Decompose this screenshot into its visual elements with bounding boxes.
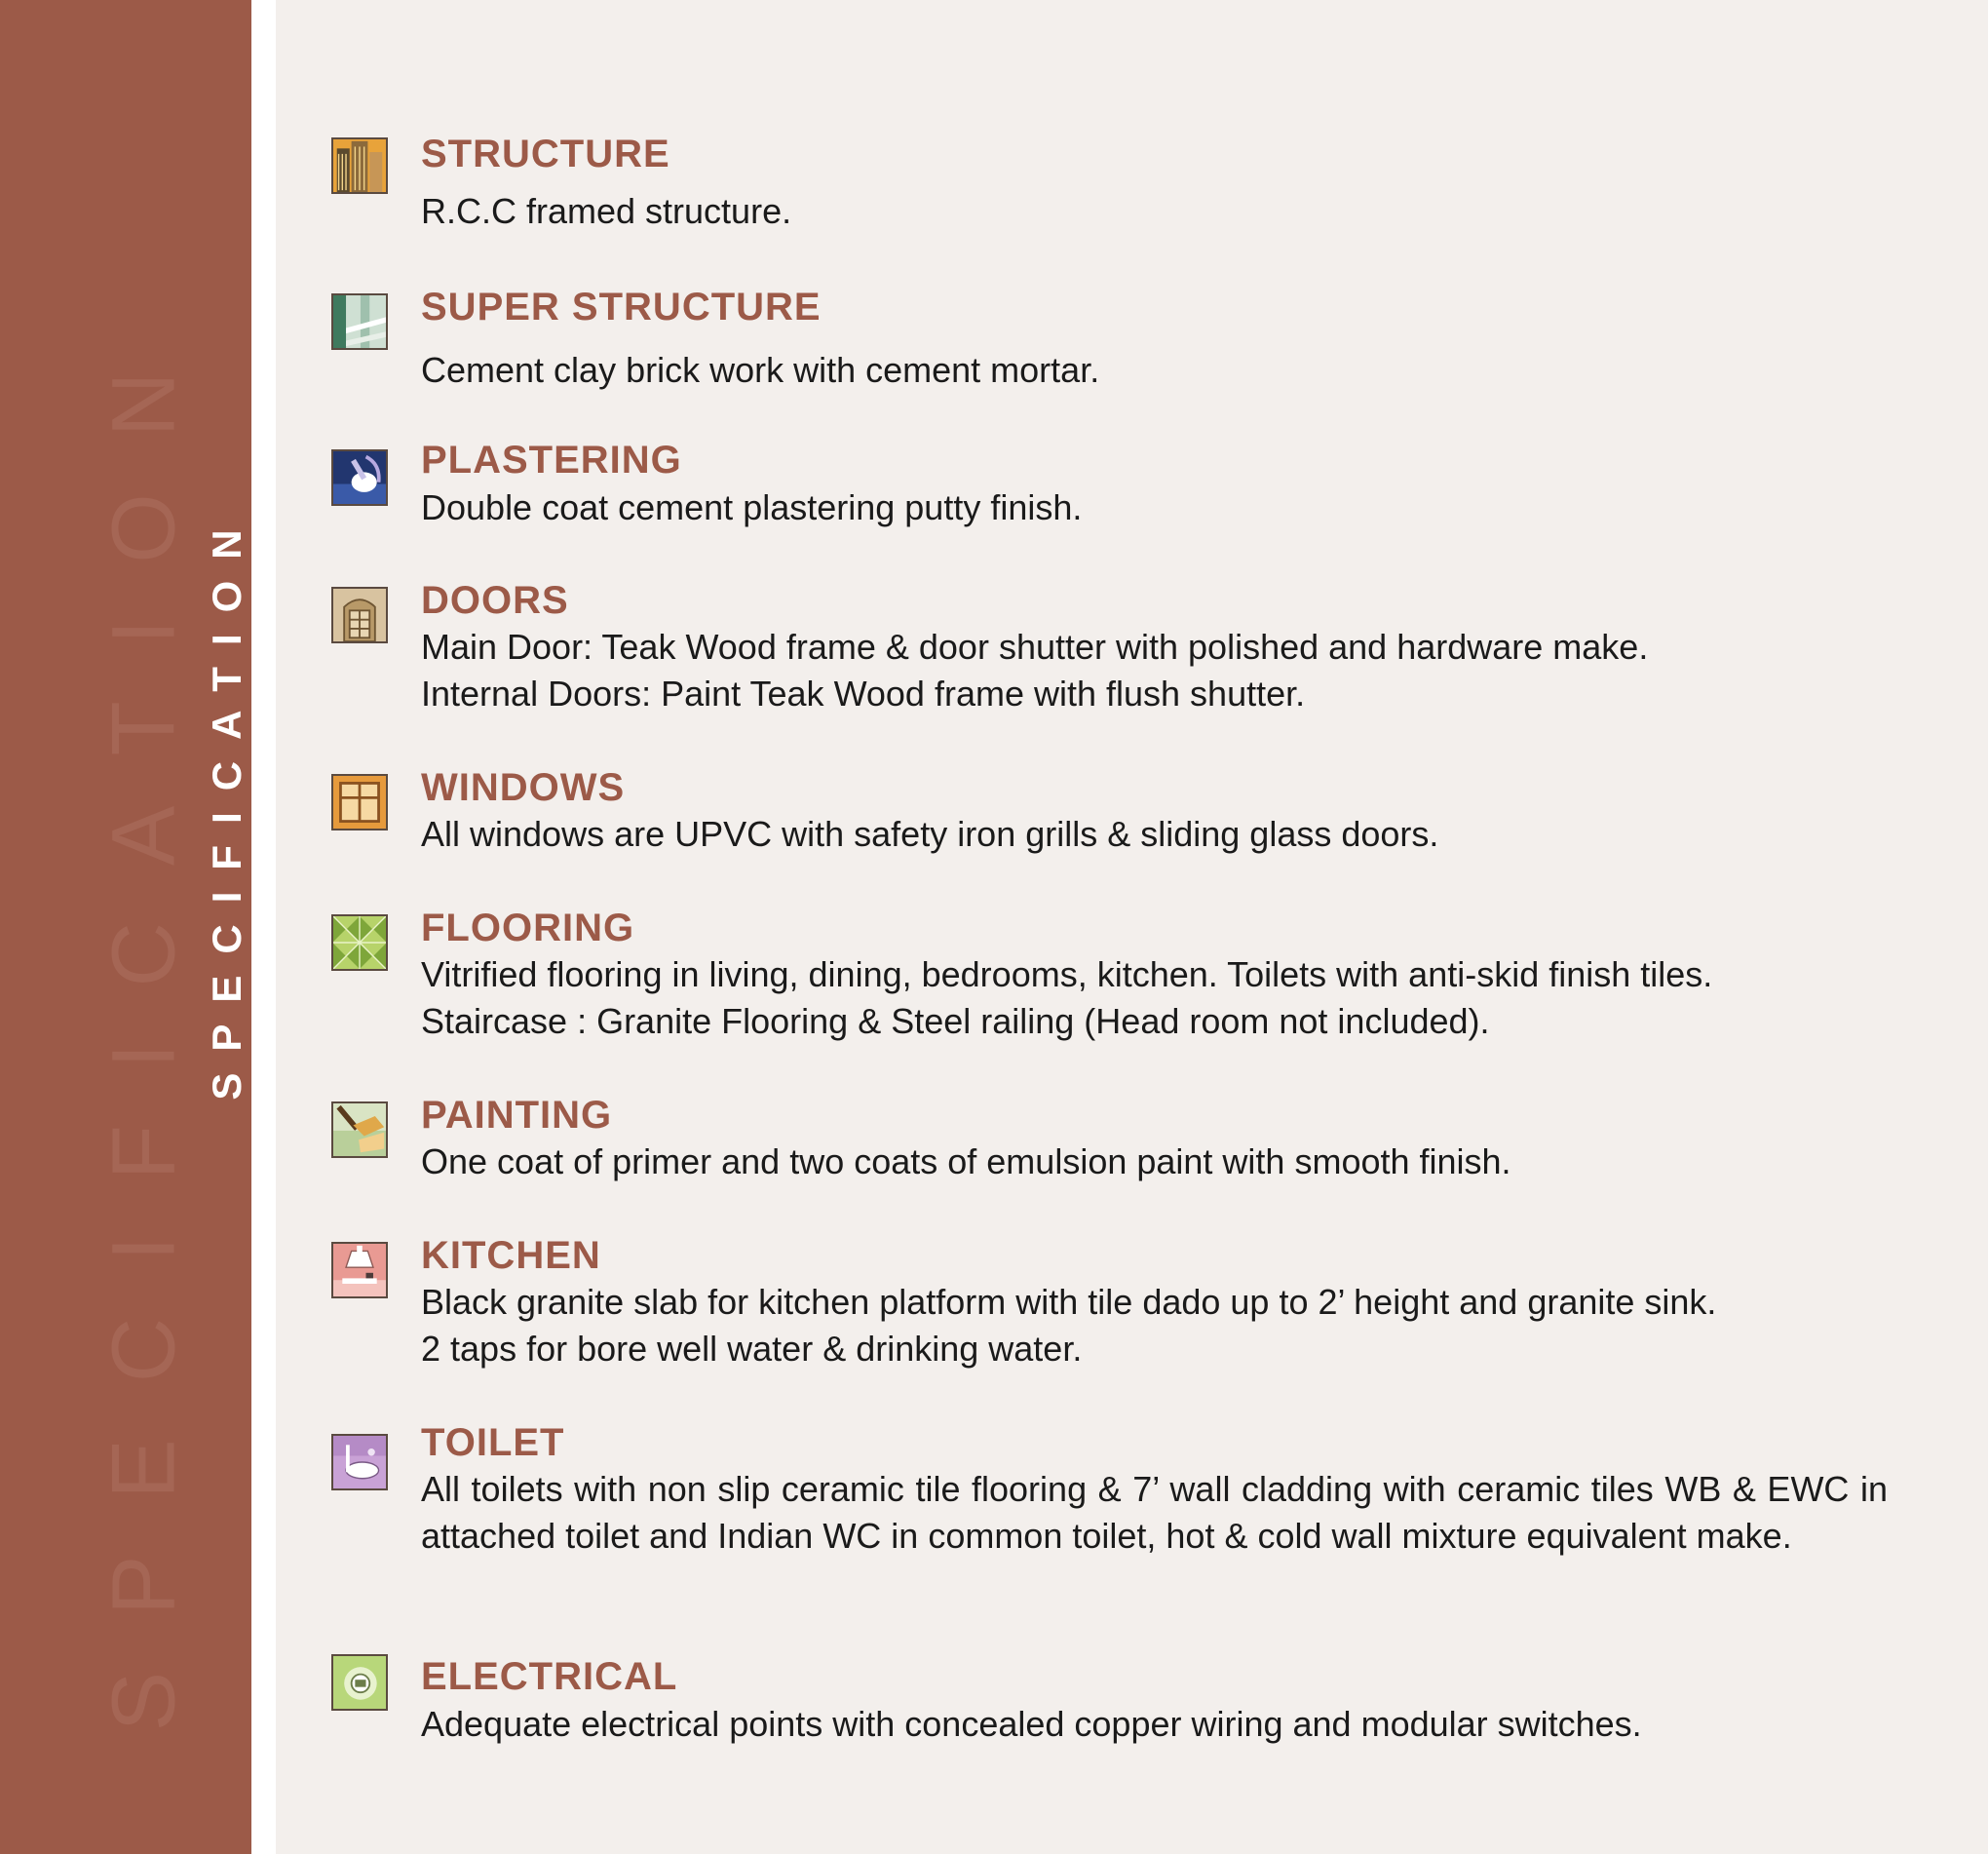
- paintbrush-icon: [331, 1101, 388, 1158]
- spec-description: [421, 624, 1888, 717]
- divider: [251, 0, 276, 1854]
- spec-line: Black granite slab for kitchen platform with tile dado up to 2’ height and granite sink.: [421, 1282, 1717, 1322]
- spec-description: [421, 811, 1888, 858]
- spec-description: [421, 484, 1888, 531]
- spec-title: WINDOWS: [421, 766, 626, 809]
- spec-description: All toilets with non slip ceramic tile flooring & 7’ wall cladding with ceramic tiles WB & EWC in attached toilet and Indian WC in common toilet, hot & cold wall mixture equivalent make.: [421, 1469, 1888, 1556]
- brickwork-icon: [331, 293, 388, 350]
- spec-description: [421, 1701, 1888, 1748]
- spec-title: TOILET: [421, 1421, 565, 1464]
- sidebar-label: SPECIFICATION: [204, 508, 249, 1101]
- building-icon: [331, 137, 388, 194]
- spec-title: STRUCTURE: [421, 133, 670, 175]
- tile-icon: [331, 914, 388, 971]
- spec-description: [421, 1279, 1888, 1372]
- spec-description: [421, 188, 1888, 235]
- sidebar-watermark: SPECIFICATION: [94, 315, 194, 1732]
- washbasin-icon: [331, 1434, 388, 1490]
- kitchen-hood-icon: [331, 1242, 388, 1298]
- spec-line: Staircase : Granite Flooring & Steel railing (Head room not included).: [421, 1001, 1490, 1041]
- window-icon: [331, 774, 388, 830]
- spec-title: FLOORING: [421, 907, 635, 949]
- door-icon: [331, 587, 388, 643]
- spec-line: Main Door: Teak Wood frame & door shutter with polished and hardware make.: [421, 627, 1649, 667]
- spec-title: PAINTING: [421, 1094, 613, 1137]
- trowel-icon: [331, 449, 388, 506]
- spec-title: DOORS: [421, 579, 569, 622]
- spec-line: Double coat cement plastering putty finish.: [421, 487, 1083, 527]
- spec-description: [421, 1139, 1888, 1185]
- spec-description: [421, 347, 1888, 394]
- spec-description: [421, 951, 1888, 1045]
- spec-line: Internal Doors: Paint Teak Wood frame with flush shutter.: [421, 674, 1306, 714]
- spec-line: One coat of primer and two coats of emulsion paint with smooth finish.: [421, 1141, 1511, 1181]
- spec-line: Vitrified flooring in living, dining, bedrooms, kitchen. Toilets with anti-skid finish tiles.: [421, 954, 1713, 994]
- spec-title: PLASTERING: [421, 439, 682, 482]
- spec-line: 2 taps for bore well water & drinking water.: [421, 1329, 1083, 1369]
- switch-icon: [331, 1654, 388, 1711]
- spec-title: SUPER STRUCTURE: [421, 286, 822, 328]
- spec-line: Cement clay brick work with cement mortar.: [421, 350, 1100, 390]
- spec-line: R.C.C framed structure.: [421, 191, 792, 231]
- spec-line: All windows are UPVC with safety iron grills & sliding glass doors.: [421, 814, 1439, 854]
- spec-title: ELECTRICAL: [421, 1655, 678, 1698]
- spec-title: KITCHEN: [421, 1234, 601, 1277]
- spec-line: Adequate electrical points with concealed copper wiring and modular switches.: [421, 1704, 1642, 1744]
